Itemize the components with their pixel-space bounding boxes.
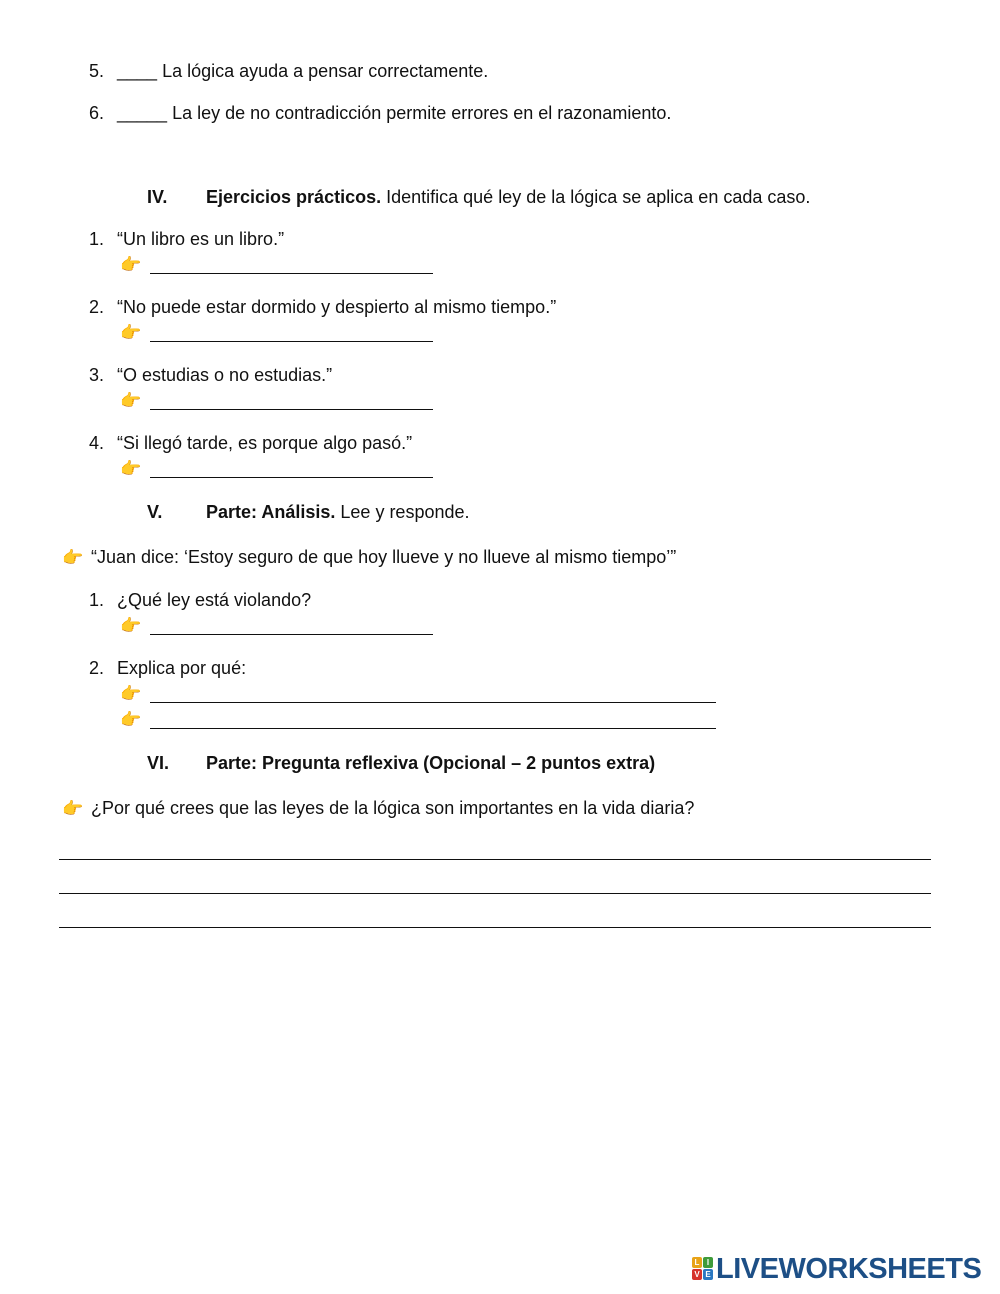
section-title: Parte: Pregunta reflexiva (Opcional – 2 puntos extra) — [206, 753, 656, 773]
answer-line[interactable] — [150, 273, 433, 274]
answer-line[interactable] — [150, 728, 716, 729]
logo-text: LIVEWORKSHEETS — [716, 1252, 982, 1285]
answer-line[interactable] — [150, 341, 433, 342]
answer-line[interactable] — [59, 859, 931, 860]
answer-blank[interactable]: _____ — [117, 103, 168, 123]
item-number: 3. — [88, 365, 104, 385]
section-instruction: Identifica qué ley de la lógica se aplica en cada caso. — [386, 187, 811, 207]
answer-line[interactable] — [150, 477, 433, 478]
exercise-text: “O estudias o no estudias.” — [117, 365, 333, 385]
true-false-item-6 — [117, 104, 671, 122]
item-number: 2. — [88, 658, 104, 678]
item-number: 5. — [88, 61, 104, 81]
logo-badge-letter: I — [703, 1257, 713, 1268]
section-numeral: V. — [147, 502, 163, 522]
logo-badge-icon — [692, 1257, 714, 1281]
pointing-hand-icon: 👉 — [120, 459, 142, 478]
pointing-hand-icon: 👉 — [62, 548, 84, 567]
item-number: 1. — [88, 590, 104, 610]
question-text: ¿Por qué crees que las leyes de la lógica son importantes en la vida diaria? — [91, 798, 695, 818]
pointing-hand-icon: 👉 — [120, 255, 142, 274]
item-number: 6. — [88, 103, 104, 123]
item-number: 4. — [88, 433, 104, 453]
liveworksheets-logo — [692, 1252, 982, 1285]
section-title: Ejercicios prácticos. — [206, 187, 382, 207]
answer-line[interactable] — [150, 702, 716, 703]
answer-line[interactable] — [150, 409, 433, 410]
question-text: ¿Qué ley está violando? — [117, 590, 312, 610]
statement-text: La lógica ayuda a pensar correctamente. — [162, 61, 489, 81]
section-instruction: Lee y responde. — [340, 502, 470, 522]
answer-blank[interactable]: ____ — [117, 61, 158, 81]
section-heading — [206, 188, 810, 206]
item-number: 2. — [88, 297, 104, 317]
pointing-hand-icon: 👉 — [62, 799, 84, 818]
question-text: Explica por qué: — [117, 658, 247, 678]
answer-line[interactable] — [150, 634, 433, 635]
section-numeral: VI. — [147, 753, 170, 773]
answer-line[interactable] — [59, 927, 931, 928]
pointing-hand-icon: 👉 — [120, 684, 142, 703]
section-title: Parte: Análisis. — [206, 502, 336, 522]
pointing-hand-icon: 👉 — [120, 616, 142, 635]
pointing-hand-icon: 👉 — [120, 391, 142, 410]
exercise-text: “Un libro es un libro.” — [117, 229, 285, 249]
logo-badge-letter: L — [692, 1257, 702, 1268]
logo-badge-letter: V — [692, 1269, 702, 1280]
exercise-text: “No puede estar dormido y despierto al mismo tiempo.” — [117, 297, 557, 317]
logo-badge-letter: E — [703, 1269, 713, 1280]
answer-line[interactable] — [59, 893, 931, 894]
pointing-hand-icon: 👉 — [120, 710, 142, 729]
section-numeral: IV. — [147, 187, 168, 207]
true-false-item-5 — [117, 62, 488, 80]
exercise-text: “Si llegó tarde, es porque algo pasó.” — [117, 433, 413, 453]
section-heading — [206, 503, 470, 521]
statement-text: La ley de no contradicción permite errores en el razonamiento. — [172, 103, 672, 123]
quote-text: “Juan dice: ‘Estoy seguro de que hoy llueve y no llueve al mismo tiempo’” — [91, 547, 677, 567]
pointing-hand-icon: 👉 — [120, 323, 142, 342]
item-number: 1. — [88, 229, 104, 249]
